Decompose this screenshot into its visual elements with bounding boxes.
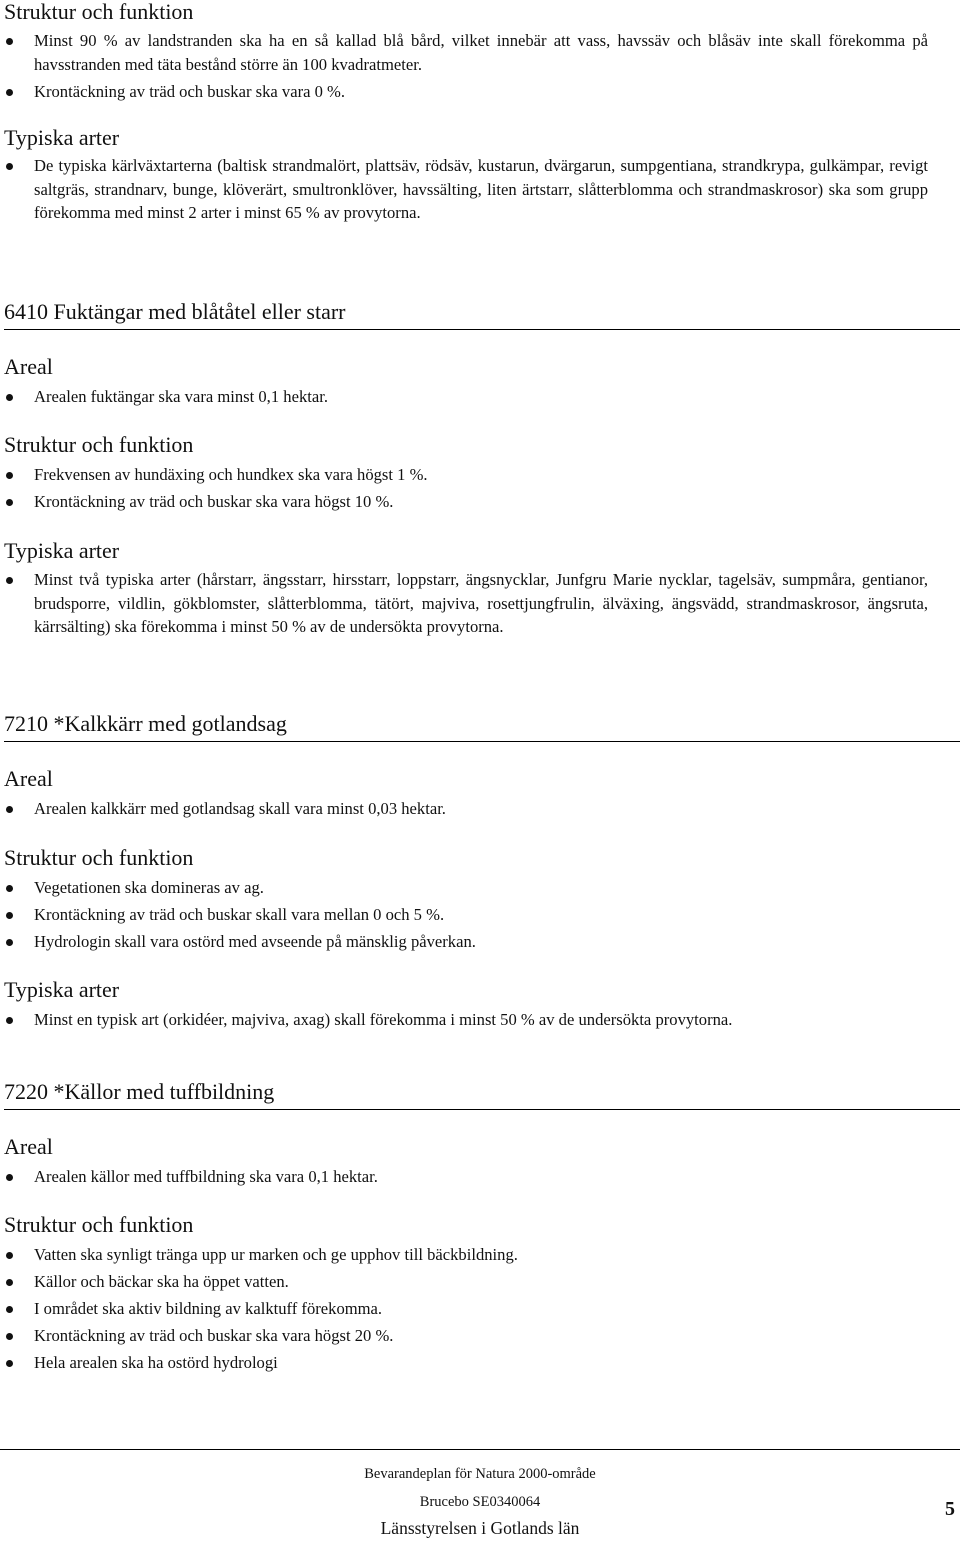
list-item [0,930,960,954]
subsection-heading: Areal [4,766,53,791]
bullet-icon [6,472,13,479]
list-item [0,797,960,821]
bullet-list [0,154,960,225]
list-item-text: Arealen kalkkärr med gotlandsag skall vara minst 0,03 hektar. [34,799,446,818]
bullet-icon [6,1252,13,1259]
list-item [0,1165,960,1189]
list-item-text: Minst två typiska arter (hårstarr, ängsstarr, hirsstarr, loppstarr, ängsnycklar, Junfgru Marie nycklar, tagelsäv, sumpmåra, gentianor, brudsporre, vildlin, gökblomster, slåtterblomma, tätört, majviva, rosettjungfrulin, älväxing, ängsvädd, strandmaskrosor, ängsruta, kärrsälting) ska förekomma i minst 50 % av de undersökta provytorna. [34,570,928,637]
bullet-icon [6,1279,13,1286]
list-item [0,876,960,900]
bullet-list [0,1243,960,1375]
bullet-icon [6,499,13,506]
list-item [0,1324,960,1348]
list-item [0,1270,960,1294]
bullet-icon [6,806,13,813]
bullet-icon [6,1306,13,1313]
bullet-list [0,568,960,639]
list-item-text: Källor och bäckar ska ha öppet vatten. [34,1271,289,1291]
bullet-icon [6,939,13,946]
list-item-text: Vegetationen ska domineras av ag. [34,878,264,897]
list-item [0,903,960,927]
list-item [0,568,960,639]
subsection-heading: Typiska arter [4,977,120,1002]
bullet-icon [6,885,13,892]
footer-authority: Länsstyrelsen i Gotlands län [380,1518,580,1538]
bullet-icon [6,577,13,584]
bullet-list [0,29,960,103]
subsection-heading: Struktur och funktion [4,1212,194,1237]
bullet-icon [6,1174,13,1181]
bullet-list [0,463,960,514]
bullet-icon [6,1017,13,1024]
subsection-heading: Typiska arter [4,538,120,563]
list-item-text: Krontäckning av träd och buskar ska vara högst 20 %. [34,1325,394,1345]
list-item-text: Vatten ska synligt tränga upp ur marken och ge upphov till bäckbildning. [34,1245,518,1264]
list-item [0,463,960,487]
list-item [0,1351,960,1375]
bullet-list [0,1008,960,1032]
list-item-text: I området ska aktiv bildning av kalktuff förekomma. [34,1298,383,1318]
list-item-text: Arealen fuktängar ska vara minst 0,1 hektar. [34,387,328,406]
list-item-text: Frekvensen av hundäxing och hundkex ska vara högst 1 %. [34,465,428,484]
bullet-list [0,385,960,409]
bullet-icon [6,89,13,96]
list-item-text: Krontäckning av träd och buskar ska vara 0 %. [34,81,346,101]
bullet-list [0,1165,960,1189]
list-item [0,1243,960,1267]
subsection-heading: Areal [4,1134,53,1159]
bullet-icon [6,1360,13,1367]
subsection-heading: Typiska arter [4,125,120,150]
list-item [0,80,960,104]
list-item-text: De typiska kärlväxtarterna (baltisk strandmalört, plattsäv, rödsäv, kustarun, dvärgarun, sumpgentiana, strandkrypa, gulkämpar, revigt saltgräs, strandnarv, bunge, klöverärt, smultronklöver, havssälting, liten ärtstarr, slåtterblomma och strandmaskrosor) ska som grupp förekomma med minst 2 arter i minst 65 % av provytorna. [34,156,928,223]
section-heading: 7220 *Källor med tuffbildning [4,1080,960,1110]
list-item-text: Hydrologin skall vara ostörd med avseende på mänsklig påverkan. [34,931,476,951]
page-number: 5 [945,1498,955,1520]
footer-site-code: Brucebo SE0340064 [419,1494,541,1510]
subsection-heading: Struktur och funktion [4,432,194,457]
list-item-text: Minst en typisk art (orkidéer, majviva, axag) skall förekomma i minst 50 % av de undersökta provytorna. [34,1010,733,1029]
section-heading: 6410 Fuktängar med blåtåtel eller starr [4,300,960,330]
list-item [0,29,960,76]
subsection-heading: Struktur och funktion [4,0,194,24]
list-item-text: Arealen källor med tuffbildning ska vara 0,1 hektar. [34,1167,378,1186]
bullet-list [0,797,960,821]
list-item [0,1008,960,1032]
list-item-text: Krontäckning av träd och buskar skall vara mellan 0 och 5 %. [34,904,445,924]
bullet-icon [6,38,13,45]
subsection-heading: Areal [4,354,53,379]
subsection-heading: Struktur och funktion [4,845,194,870]
bullet-icon [6,912,13,919]
list-item-text: Minst 90 % av landstranden ska ha en så kallad blå bård, vilket innebär att vass, havssäv och blåsäv inte skall förekomma på havsstranden med täta bestånd större än 100 kvadratmeter. [34,31,928,74]
footer-plan-title: Bevarandeplan för Natura 2000-område [364,1466,596,1482]
list-item-text: Hela arealen ska ha ostörd hydrologi [34,1352,278,1372]
list-item [0,154,960,225]
bullet-icon [6,394,13,401]
bullet-icon [6,1333,13,1340]
list-item-text: Krontäckning av träd och buskar ska vara högst 10 %. [34,491,394,511]
section-heading: 7210 *Kalkkärr med gotlandsag [4,712,960,742]
footer-rule [0,1449,960,1450]
list-item [0,1297,960,1321]
list-item [0,490,960,514]
bullet-icon [6,163,13,170]
list-item [0,385,960,409]
bullet-list [0,876,960,954]
